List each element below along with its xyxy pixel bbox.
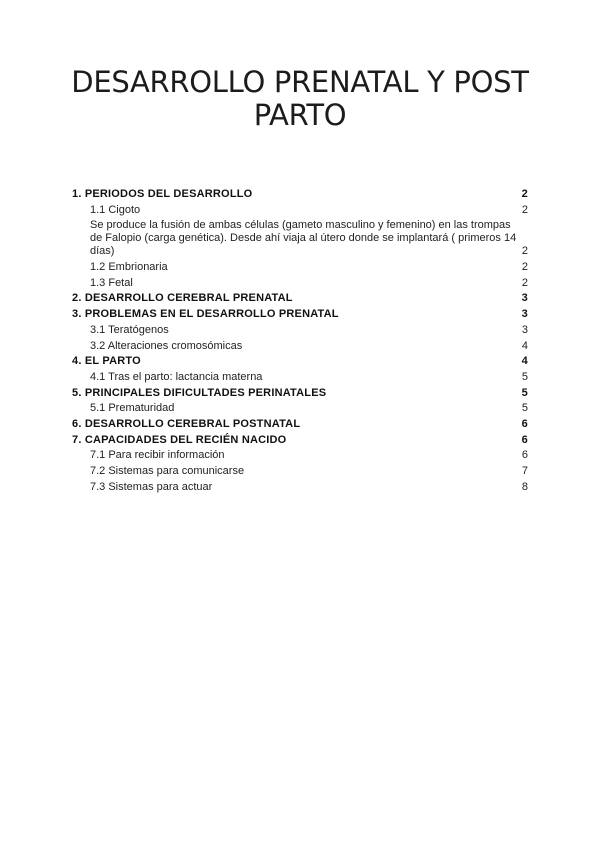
toc-entry-2[interactable] bbox=[72, 292, 528, 305]
toc-entry-text: 7.2 Sistemas para comunicarse bbox=[90, 465, 245, 477]
toc-page-number: 3 bbox=[521, 308, 528, 321]
toc-entry-text: 6. DESARROLLO CEREBRAL POSTNATAL bbox=[72, 417, 301, 430]
toc-entry-7-3[interactable] bbox=[72, 481, 528, 494]
toc-entry-3[interactable] bbox=[72, 308, 528, 321]
toc-entry-4[interactable] bbox=[72, 355, 528, 368]
toc-entry-6[interactable] bbox=[72, 418, 528, 431]
toc-entry-1-1[interactable] bbox=[72, 204, 528, 217]
toc-entry-1-2[interactable] bbox=[72, 261, 528, 274]
table-of-contents bbox=[72, 188, 528, 496]
toc-page-number: 4 bbox=[521, 355, 528, 368]
toc-page-number: 5 bbox=[521, 370, 528, 383]
toc-entry-7[interactable] bbox=[72, 434, 528, 447]
toc-page-number: 4 bbox=[521, 339, 528, 352]
toc-entry-text: 5.1 Prematuridad bbox=[90, 402, 175, 415]
toc-page-number: 2 bbox=[521, 261, 528, 274]
toc-page-number: 5 bbox=[521, 402, 528, 415]
document-title: DESARROLLO PRENATAL Y POST PARTO bbox=[71, 65, 529, 132]
toc-page-number: 5 bbox=[521, 386, 528, 399]
toc-entry-text: 3. PROBLEMAS EN EL DESARROLLO PRENATAL bbox=[72, 308, 339, 321]
toc-entry-text: 1.1 Cigoto bbox=[90, 203, 141, 216]
toc-entry-4-1[interactable] bbox=[72, 371, 528, 384]
toc-page-number: 8 bbox=[521, 480, 528, 493]
toc-entry-text: 3.1 Teratógenos bbox=[90, 323, 169, 336]
toc-page-number: 3 bbox=[521, 323, 528, 336]
toc-entry-1[interactable] bbox=[72, 188, 528, 201]
toc-entry-text: 4.1 Tras el parto: lactancia materna bbox=[90, 370, 263, 383]
toc-page-number: 6 bbox=[521, 433, 528, 446]
toc-page-number: 2 bbox=[521, 203, 528, 216]
toc-entry-text: Se produce la fusión de ambas células (gameto masculino y femenino) en las trompas de Falopio (carga genética). Desde ahí viaja al útero donde se implantará ( primeros 14 días) bbox=[90, 219, 517, 258]
toc-entry-text: 1. PERIODOS DEL DESARROLLO bbox=[72, 188, 253, 200]
toc-page-number: 2 bbox=[521, 276, 528, 289]
toc-entry-7-2[interactable] bbox=[72, 465, 528, 478]
toc-entry-3-1[interactable] bbox=[72, 324, 528, 337]
toc-entry-text: 7.3 Sistemas para actuar bbox=[90, 480, 213, 493]
toc-entry-text: 1.2 Embrionaria bbox=[90, 261, 168, 274]
toc-entry-1-3[interactable] bbox=[72, 277, 528, 290]
toc-entry-5-1[interactable] bbox=[72, 402, 528, 415]
toc-entry-text: 5. PRINCIPALES DIFICULTADES PERINATALES bbox=[72, 386, 327, 399]
toc-entry-text: 1.3 Fetal bbox=[90, 276, 133, 289]
toc-entry-7-1[interactable] bbox=[72, 449, 528, 462]
toc-page-number: 2 bbox=[521, 245, 528, 258]
toc-entry-text: 4. EL PARTO bbox=[72, 355, 141, 368]
toc-page-number: 3 bbox=[521, 292, 528, 305]
toc-page-number: 6 bbox=[521, 449, 528, 462]
toc-entry-text: 3.2 Alteraciones cromosómicas bbox=[90, 339, 243, 352]
toc-page-number: 7 bbox=[521, 465, 528, 477]
toc-entry-3-2[interactable] bbox=[72, 340, 528, 353]
toc-entry-text: 2. DESARROLLO CEREBRAL PRENATAL bbox=[72, 292, 293, 305]
toc-entry-1-1-description[interactable] bbox=[72, 219, 528, 258]
toc-entry-text: 7.1 Para recibir información bbox=[90, 449, 225, 462]
toc-page-number: 2 bbox=[521, 188, 528, 200]
toc-entry-text: 7. CAPACIDADES DEL RECIÉN NACIDO bbox=[72, 433, 287, 446]
toc-entry-5[interactable] bbox=[72, 387, 528, 400]
toc-page-number: 6 bbox=[521, 417, 528, 430]
